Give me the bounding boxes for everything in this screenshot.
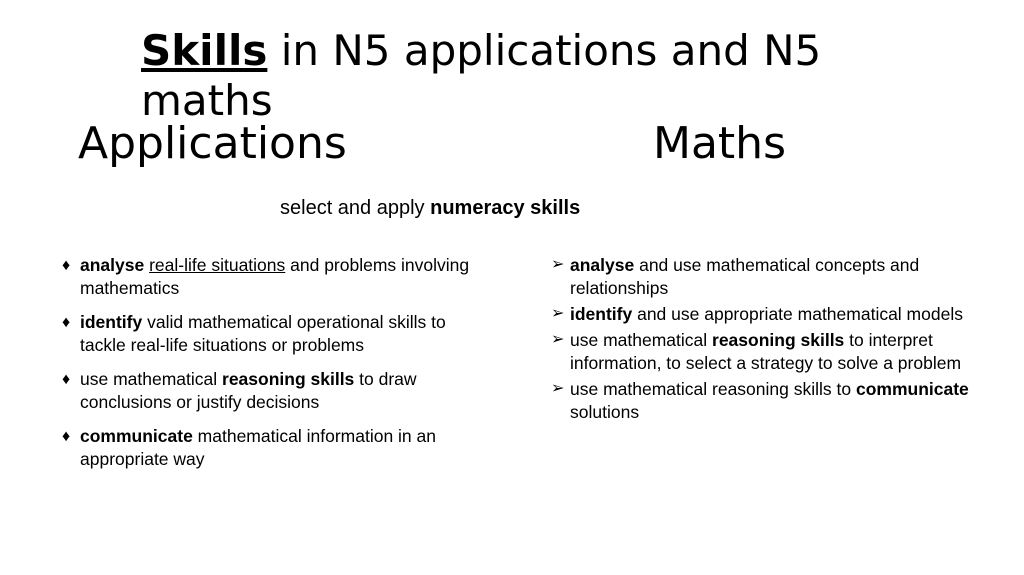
slide-title xyxy=(141,26,901,126)
list-item xyxy=(62,425,492,471)
subtitle xyxy=(280,195,580,221)
list-item xyxy=(551,254,991,300)
item-text: solutions xyxy=(570,402,640,422)
item-bold: analyse xyxy=(80,255,145,275)
list-item xyxy=(62,254,492,300)
title-rest: in N5 applications and N5 maths xyxy=(141,26,822,125)
item-bold: reasoning skills xyxy=(712,330,845,350)
diamond-bullet-icon: ♦ xyxy=(62,257,71,274)
item-bold: communicate xyxy=(80,426,193,446)
list-item xyxy=(551,378,991,424)
arrowhead-bullet-icon: ➢ xyxy=(551,305,565,322)
item-prefix: use mathematical reasoning skills to xyxy=(570,379,856,399)
item-text: to interpret information, to select a strategy to solve a problem xyxy=(570,330,962,373)
item-underline: real-life situations xyxy=(149,255,286,275)
item-bold: identify xyxy=(80,312,143,332)
item-text: to draw conclusions or justify decisions xyxy=(80,369,417,412)
applications-heading: Applications xyxy=(78,118,347,169)
item-prefix: use mathematical xyxy=(570,330,713,350)
item-text: valid mathematical operational skills to tackle real-life situations or problems xyxy=(80,312,446,355)
list-item xyxy=(62,368,492,414)
arrowhead-bullet-icon: ➢ xyxy=(551,331,565,348)
item-prefix: use mathematical xyxy=(80,369,223,389)
subtitle-pre: select and apply xyxy=(280,197,431,219)
item-bold: analyse xyxy=(570,255,635,275)
item-text: and use mathematical concepts and relationships xyxy=(570,255,920,298)
applications-list xyxy=(62,254,492,482)
maths-heading: Maths xyxy=(653,118,786,169)
subtitle-bold: numeracy skills xyxy=(430,197,581,219)
maths-list xyxy=(551,254,991,427)
arrowhead-bullet-icon: ➢ xyxy=(551,380,565,397)
diamond-bullet-icon: ♦ xyxy=(62,428,71,445)
list-item xyxy=(551,329,991,375)
item-text: and use appropriate mathematical models xyxy=(632,304,963,324)
diamond-bullet-icon: ♦ xyxy=(62,314,71,331)
title-bold: Skills xyxy=(141,26,268,75)
item-bold: communicate xyxy=(855,379,969,399)
item-text: mathematical information in an appropriate way xyxy=(80,426,436,469)
list-item xyxy=(551,303,991,326)
list-item xyxy=(62,311,492,357)
arrowhead-bullet-icon: ➢ xyxy=(551,256,565,273)
item-bold: identify xyxy=(570,304,633,324)
item-bold: reasoning skills xyxy=(222,369,355,389)
diamond-bullet-icon: ♦ xyxy=(62,371,71,388)
item-text: and problems involving mathematics xyxy=(80,255,470,298)
